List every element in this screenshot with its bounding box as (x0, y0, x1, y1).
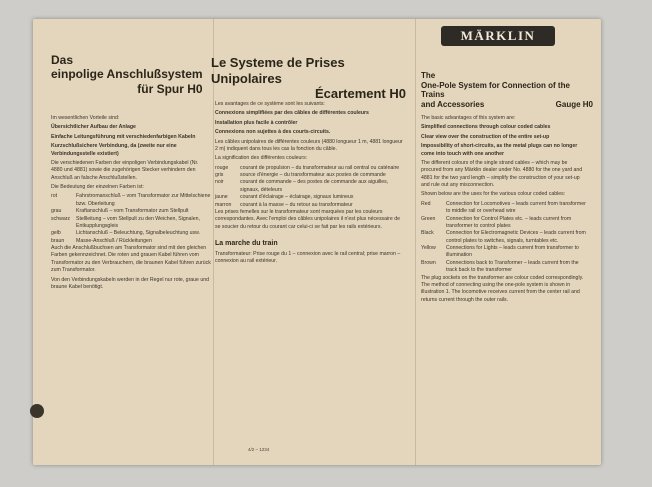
color-key: gelb (51, 230, 61, 237)
color-key: noir (215, 179, 224, 186)
color-desc: courant d'éclairage – éclairage, signaux lumineux (240, 194, 354, 201)
german-color-row (51, 208, 211, 215)
german-paragraph: Einfache Leitungsführung mit verschiedenfarbigen Kabeln (51, 133, 196, 140)
english-paragraph: Impossibility of short-circuits, as the metal plugs can no longer come into touch with one another (421, 143, 578, 157)
english-color-row (421, 201, 589, 216)
german-column (51, 19, 219, 459)
english-color-row (421, 245, 589, 260)
french-body (215, 101, 405, 268)
english-paragraph: The basic advantages of this system are: (421, 115, 516, 121)
german-title-line: für Spur H0 (137, 81, 203, 96)
color-desc: Connection for Locomotives – leads current from transformer to middle rail or overhead wire (446, 200, 586, 215)
page-number: 4/2 – 1234 (248, 447, 270, 452)
german-paragraph: Die Bedeutung der einzelnen Farben ist: (51, 184, 144, 190)
color-key: Black (421, 230, 434, 237)
french-paragraph: La signification des différentes couleurs: (215, 155, 308, 162)
english-color-row (421, 230, 589, 245)
german-paragraph: Auch die Anschlußbuchsen am Transformator sind mit den gleichen Farben gekennzeichnet. Die roten und grauen Kabel führen vom Transformator zu den Verbrauchern, die braunen Kabel führen zurück zum Transformator. (51, 245, 211, 274)
color-desc: Kraftanschluß – vom Transformator zum Stellpult (76, 208, 189, 215)
color-key: Green (421, 215, 436, 222)
english-column (421, 19, 593, 459)
color-desc: Stellleitung – vom Stellpult zu den Weichen, Signalen, Entkupplungsgleis (76, 215, 200, 229)
french-column (211, 19, 411, 459)
french-color-row (215, 202, 405, 209)
color-key: rot (51, 193, 58, 200)
french-paragraph: Transformateur: Prise rouge du 1 – connexion avec le rail central; prise marron – connexion au rail extérieur. (215, 250, 401, 265)
english-paragraph: Shown below are the uses for the various colour coded cables: (421, 191, 566, 198)
english-paragraph: Simplified connections through colour coded cables (421, 124, 551, 131)
english-body (421, 115, 589, 306)
french-color-row (215, 194, 405, 201)
color-desc: Masse-Anschluß / Rückleitungen (76, 237, 152, 244)
french-paragraph: Connexions simplifiées par des câbles de différentes couleurs (215, 110, 369, 117)
english-title-text: and Accessories (421, 99, 485, 109)
color-key: jaune (215, 194, 228, 201)
color-key: rouge (215, 164, 229, 171)
color-key: marron (215, 201, 232, 208)
english-title-line (421, 100, 593, 110)
french-paragraph: Les avantages de ce système sont les suivants: (215, 101, 325, 107)
french-paragraph: Installation plus facile à contrôler (215, 119, 298, 126)
french-paragraph: Connexions non sujettes à des courts-circuits. (215, 129, 331, 136)
fold-line (415, 19, 416, 465)
french-title-line: Écartement H0 (314, 86, 406, 102)
color-desc: courant de propulsion – du transformateur au rail central ou caténaire (240, 164, 400, 171)
english-color-row (421, 260, 589, 275)
french-color-row (215, 172, 405, 179)
color-key: schwarz (51, 215, 71, 222)
french-title (211, 55, 406, 102)
color-desc: courant de commande – des postes de commande aux aiguilles, signaux, dételeurs (240, 179, 389, 193)
instruction-sheet (33, 19, 601, 465)
logo-text: MÄRKLIN (460, 28, 536, 43)
french-color-row (215, 165, 405, 172)
color-desc: Connections for Lights – leads current from transformer to illumination (446, 245, 579, 259)
german-color-row (51, 230, 211, 237)
english-paragraph: The plug sockets on the transformer are colour coded correspondingly. The method of connecting using the one-pole system is shown in illustration 1. The locomotive receives current from the center rail and returns current through the outer rails. (421, 274, 584, 303)
french-subtitle: La marche du train (215, 240, 278, 247)
color-desc: courant à la masse – du retour au transformateur (240, 201, 353, 208)
color-desc: source d'énergie – du transformateur aux postes de commande (240, 172, 386, 178)
german-paragraph: Im wesentlichen Vorteile sind: (51, 115, 120, 121)
color-desc: Fahrstromanschluß – vom Transformator zur Mittelschiene bzw. Oberleitung (76, 193, 211, 207)
german-body (51, 115, 211, 293)
german-title (51, 53, 203, 96)
english-gauge: Gauge H0 (555, 99, 593, 109)
color-desc: Lichtanschluß – Beleuchtung, Signalbeleuchtung usw. (76, 230, 201, 237)
color-key: Red (421, 200, 431, 207)
french-paragraph: Les prises femelles sur le transformateur sont marquées par les couleurs correspondantes. Avec l'emploi des câbles unipolaires il n'est plus nécessaire de se soucier du retour du courant car celui-ci se fait par les rails extérieurs. (215, 208, 400, 230)
german-color-row (51, 238, 211, 245)
marklin-emblem-icon (30, 404, 44, 418)
color-key: Brown (421, 259, 436, 266)
english-paragraph: Clear view over the construction of the entire set-up (421, 133, 550, 140)
german-title-line: einpolige Anschlußsystem (51, 67, 203, 82)
color-key: Yellow (421, 245, 436, 251)
color-desc: Connection for Control Plates etc. – leads current from transformer to control plates (446, 215, 572, 229)
german-color-row (51, 193, 211, 208)
english-paragraph: The different colours of the single strand cables – which may be procured from any Märklin dealer under No. 4880 for the one yard and 4881 for the two yard length – simplify the construction of your set-up and rule out any misconnection. (421, 159, 583, 188)
english-color-row (421, 216, 589, 231)
color-desc: Connections back to Transformer – leads current from the track back to the transformer (446, 259, 579, 274)
german-paragraph: Die verschiedenen Farben der einpoligen Verbindungskabel (Nr. 4880 und 4881) sowie die zugehörigen Stecker verhindern den Anschluß an falsche Anschlußstellen. (51, 159, 199, 181)
english-title-line: The (421, 71, 436, 80)
english-title-line: One-Pole System for Connection of the Trains (421, 80, 570, 100)
french-title-line: Le Systeme de Prises Unipolaires (211, 55, 345, 86)
german-paragraph: Kurzschlußsichere Verbindung, da (zweite nur eine Verbindungsstelle existiert) (51, 143, 177, 157)
color-key: gris (215, 172, 224, 178)
german-paragraph: Übersichtlicher Aufbau der Anlage (51, 124, 136, 131)
color-key: grau (51, 208, 62, 215)
color-key: braun (51, 237, 65, 244)
english-title (421, 71, 593, 109)
german-title-line: Das (51, 53, 74, 67)
color-desc: Connection for Electromagnetic Devices – leads current from control plates to switches, signals, turntables etc. (446, 230, 586, 244)
french-paragraph: Les câbles unipolaires de différentes couleurs (4880 longueur 1 m, 4881 longueur 2 m) indiquent dans tous les cas la fonction du câble. (215, 138, 403, 152)
german-paragraph: Von den Verbindungskabeln werden in der Regel nur rote, graue und braune Kabel benötigt. (51, 276, 210, 290)
french-color-row (215, 179, 405, 194)
german-color-row (51, 216, 211, 231)
